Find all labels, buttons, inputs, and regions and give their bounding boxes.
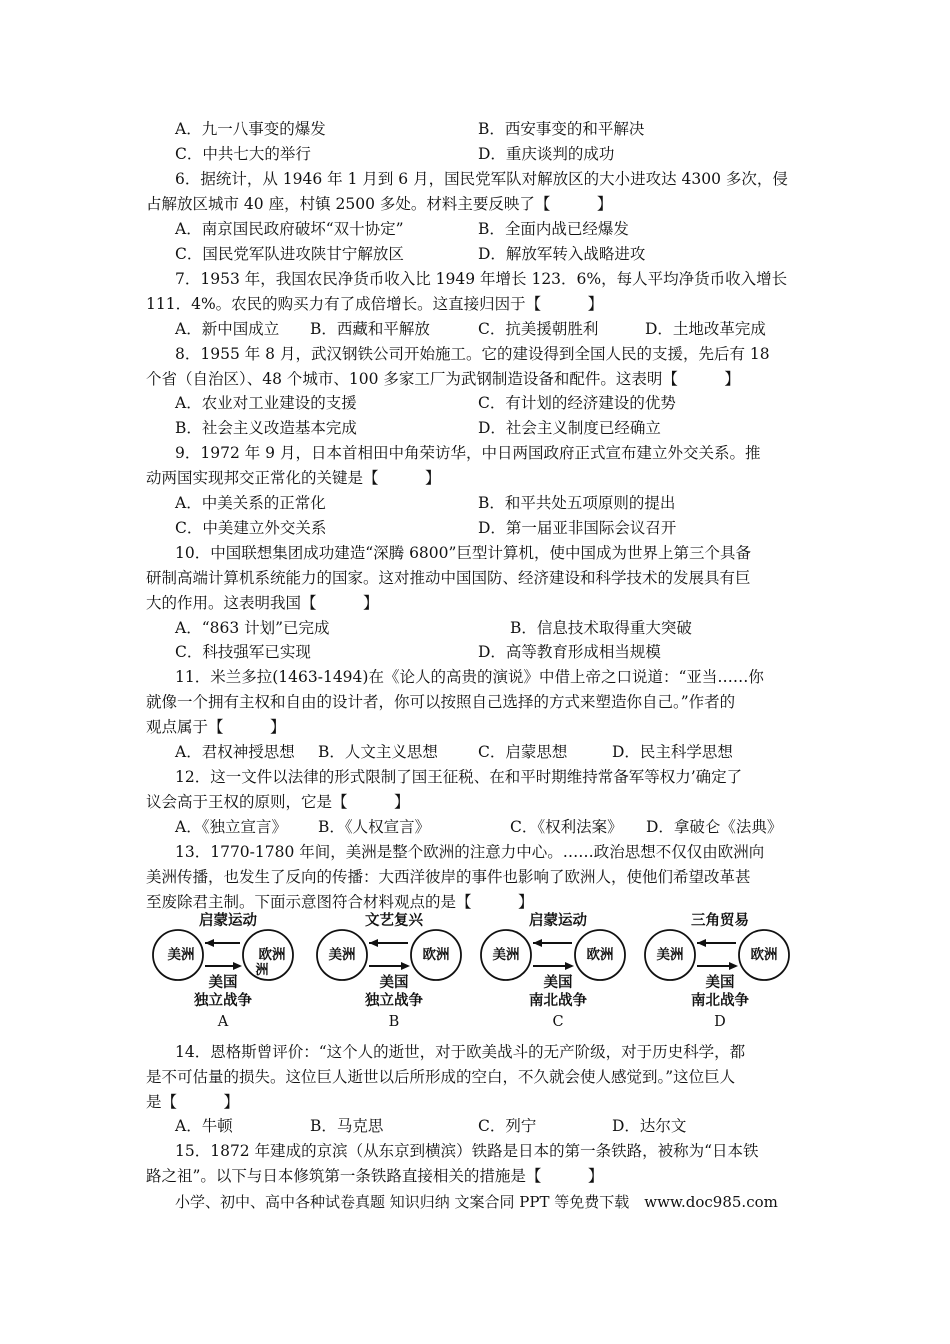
question-10-text: 10．中国联想集团成功建造“深腾 6800”巨型计算机，使中国成为世界上第三个具备	[175, 544, 751, 562]
option-d: D．第一届亚非国际会议召开	[478, 519, 677, 537]
option-b: B．马克思	[310, 1117, 384, 1135]
question-15-text: 15．1872 年建成的京滨（从东京到横滨）铁路是日本的第一条铁路，被称为“日本铁	[175, 1142, 759, 1160]
option-a: A．《独立宣言》	[175, 818, 287, 836]
option-c: C．国民党军队进攻陕甘宁解放区	[175, 245, 404, 263]
diagram-option-d	[640, 910, 800, 1035]
question-10-text: 研制高端计算机系统能力的国家。这对推动中国国防、经济建设和科学技术的发展具有巨	[146, 569, 751, 587]
footer-text: 小学、初中、高中各种试卷真题 知识归纳 文案合同 PPT 等免费下载 www.doc985.com	[175, 1193, 778, 1211]
question-14-text: 14．恩格斯曾评价：“这个人的逝世，对于欧美战斗的无产阶级，对于历史科学，都	[175, 1043, 746, 1061]
diagram-right-node: 欧洲	[750, 947, 778, 963]
option-b: B．和平共处五项原则的提出	[478, 494, 676, 512]
diagram-letter: A	[217, 1014, 229, 1030]
option-b: B．《人权宣言》	[318, 818, 431, 836]
diagram-label: 美国	[705, 975, 735, 991]
option-a: A．农业对工业建设的支援	[175, 394, 357, 412]
question-15-text: 路之祖”。以下与日本修筑第一条铁路直接相关的措施是【 】	[146, 1167, 604, 1185]
diagram-label: 独立战争	[365, 993, 423, 1009]
question-13-text: 至废除君主制。下面示意图符合材料观点的是【 】	[146, 893, 534, 911]
question-8-text: 个省（自治区）、48 个城市、100 多家工厂为武钢制造设备和配件。这表明【 】	[146, 370, 740, 388]
option-a: A．南京国民政府破坏“双十协定”	[175, 220, 404, 238]
diagram-right-node: 欧洲	[586, 947, 614, 963]
question-13-text: 13．1770-1780 年间，美洲是整个欧洲的注意力中心。……政治思想不仅仅由欧洲向	[175, 843, 765, 861]
question-9-text: 动两国实现邦交正常化的关键是【 】	[146, 469, 441, 487]
question-12-text: 12．这一文件以法律的形式限制了国王征税、在和平时期维持常备军等权力’确定了	[175, 768, 743, 786]
question-10-text: 大的作用。这表明我国【 】	[146, 594, 379, 612]
diagram-left-node: 美洲	[328, 947, 356, 963]
question-14-text: 是不可估量的损失。这位巨人逝世以后所形成的空白，不久就会使人感觉到。”这位巨人	[146, 1068, 736, 1086]
diagram-right-node: 欧洲	[422, 947, 450, 963]
option-b: B．西安事变的和平解决	[478, 120, 645, 138]
question-13-text: 美洲传播，也发生了反向的传播：大西洋彼岸的事件也影响了欧洲人，使他们希望改革甚	[146, 868, 751, 886]
question-11-text: 观点属于【 】	[146, 718, 286, 736]
option-c: C．中共七大的举行	[175, 145, 311, 163]
diagram-left-node: 美洲	[492, 947, 520, 963]
diagram-title: 启蒙运动	[199, 913, 257, 929]
diagram-title: 文艺复兴	[365, 913, 423, 929]
diagram-label: 南北战争	[529, 993, 587, 1009]
option-c: C．抗美援朝胜利	[478, 320, 599, 338]
diagram-title: 三角贸易	[691, 913, 749, 929]
question-12-text: 议会高于王权的原则，它是【 】	[146, 793, 410, 811]
option-b: B．信息技术取得重大突破	[510, 619, 692, 637]
diagram-label: 独立战争	[194, 993, 252, 1009]
option-b: B．人文主义思想	[318, 743, 438, 761]
diagram-left-node: 美洲	[656, 947, 684, 963]
option-d: D．民主科学思想	[612, 743, 733, 761]
diagram-letter: C	[552, 1014, 564, 1030]
question-11-text: 就像一个拥有主权和自由的设计者，你可以按照自己选择的方式来塑造你自己。”作者的	[146, 693, 736, 711]
question-8-text: 8．1955 年 8 月，武汉钢铁公司开始施工。它的建设得到全国人民的支援，先后有 18	[175, 345, 770, 363]
diagram-letter: D	[714, 1014, 726, 1030]
diagram-label: 美国	[379, 975, 409, 991]
question-6-text: 6．据统计，从 1946 年 1 月到 6 月，国民党军队对解放区的大小进攻达 4300 多次，侵	[175, 170, 788, 188]
option-d: D．土地改革完成	[645, 320, 766, 338]
diagram-right-node-extra: 洲	[255, 963, 269, 978]
diagram-left-node: 美洲	[167, 947, 195, 963]
diagram-right-node: 欧洲	[258, 947, 286, 963]
diagram-option-b	[314, 910, 474, 1035]
option-a: A．九一八事变的爆发	[175, 120, 326, 138]
diagram-option-c	[478, 910, 638, 1035]
option-d: D．拿破仑《法典》	[646, 818, 783, 836]
option-b: B．全面内战已经爆发	[478, 220, 629, 238]
diagram-title: 启蒙运动	[529, 913, 587, 929]
option-d: D．重庆谈判的成功	[478, 145, 615, 163]
option-c: C．列宁	[478, 1117, 537, 1135]
option-c: C．《权利法案》	[510, 818, 623, 836]
option-b: B．西藏和平解放	[310, 320, 430, 338]
question-6-text: 占解放区城市 40 座，村镇 2500 多处。材料主要反映了【 】	[146, 195, 613, 213]
option-b: B．社会主义改造基本完成	[175, 419, 357, 437]
diagram-label: 南北战争	[691, 993, 749, 1009]
option-d: D．高等教育形成相当规模	[478, 643, 661, 661]
option-c: C．有计划的经济建设的优势	[478, 394, 676, 412]
option-c: C．科技强军已实现	[175, 643, 311, 661]
question-14-text: 是【 】	[146, 1093, 240, 1111]
question-11-text: 11．米兰多拉(1463-1494)在《论人的高贵的演说》中借上帝之口说道：“亚当……你	[175, 668, 764, 686]
option-a: A．牛顿	[175, 1117, 233, 1135]
diagram-label: 美国	[543, 975, 573, 991]
option-d: D．社会主义制度已经确立	[478, 419, 661, 437]
question-9-text: 9．1972 年 9 月，日本首相田中角荣访华，中日两国政府正式宣布建立外交关系。推	[175, 444, 761, 462]
option-d: D．解放军转入战略进攻	[478, 245, 646, 263]
option-c: C．中美建立外交关系	[175, 519, 327, 537]
diagram-option-a	[148, 910, 308, 1035]
diagram-letter: B	[388, 1014, 400, 1030]
diagram-label: 美国	[208, 975, 238, 991]
question-7-text: 7．1953 年，我国农民净货币收入比 1949 年增长 123．6%，每人平均净货币收入增长	[175, 270, 788, 288]
option-a: A．新中国成立	[175, 320, 280, 338]
option-a: A．君权神授思想	[175, 743, 295, 761]
option-a: A．“863 计划”已完成	[175, 619, 330, 637]
option-a: A．中美关系的正常化	[175, 494, 326, 512]
question-7-text: 111．4%。农民的购买力有了成倍增长。这直接归因于【 】	[146, 295, 604, 313]
option-d: D．达尔文	[612, 1117, 687, 1135]
option-c: C．启蒙思想	[478, 743, 568, 761]
